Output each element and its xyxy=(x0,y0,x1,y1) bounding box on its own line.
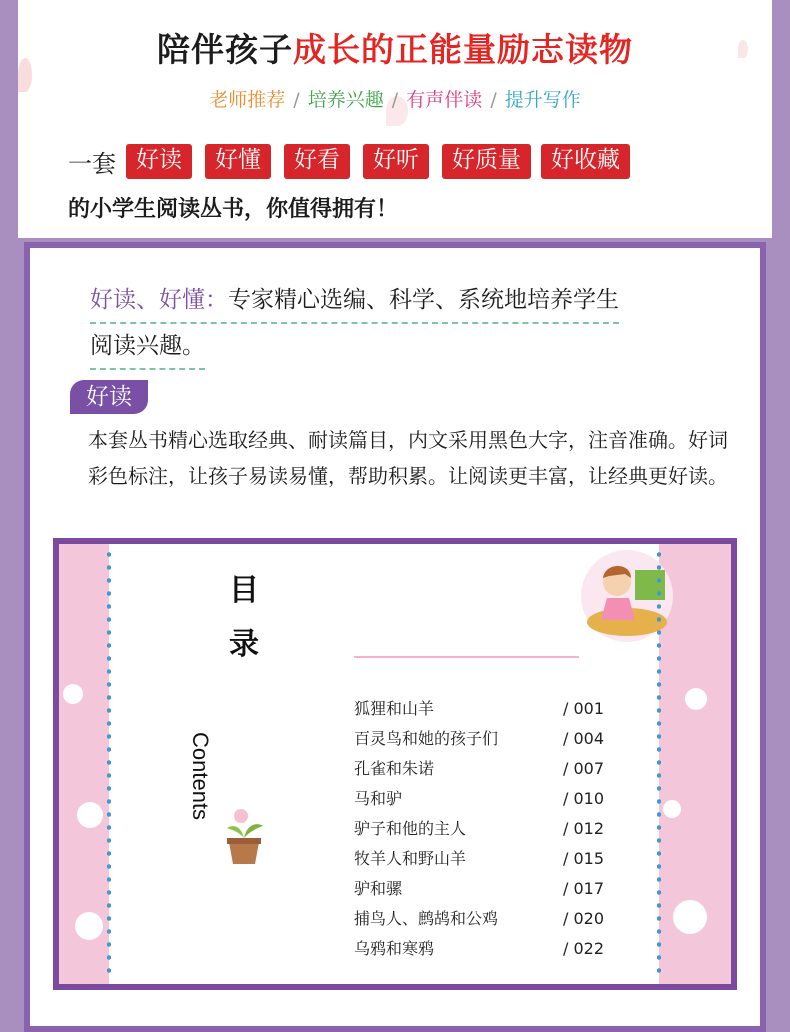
bubble-decoration xyxy=(77,802,103,828)
intro-line-2: 阅读兴趣。 xyxy=(90,324,205,370)
feature-tag: 好懂 xyxy=(205,144,271,179)
bubble-decoration xyxy=(75,912,103,940)
subtitle-separator: / xyxy=(293,89,300,111)
bubble-decoration xyxy=(663,800,681,818)
toc-entry-page: / 007 xyxy=(562,759,604,778)
toc-entry xyxy=(354,724,604,754)
intro-line-1-text: 专家精心选编、科学、系统地培养学生 xyxy=(228,287,619,313)
toc-entry xyxy=(354,784,604,814)
section-badge: 好读 xyxy=(70,380,148,414)
tags-lead: 一套 xyxy=(68,150,116,178)
toc-entry xyxy=(354,754,604,784)
toc-divider xyxy=(354,656,579,658)
toc-entry-page: / 012 xyxy=(562,819,604,838)
section-description: 本套丛书精心选取经典、耐读篇目，内文采用黑色大字，注音准确。好词彩色标注，让孩子易读易懂，帮助积累。让阅读更丰富，让经典更好读。 xyxy=(88,428,728,488)
title-part-1: 陪伴孩子 xyxy=(157,30,293,69)
toc-list xyxy=(354,694,604,964)
subtitle-row xyxy=(0,85,790,112)
toc-entry-name: 孔雀和朱诺 xyxy=(354,759,435,778)
perforation-left xyxy=(107,548,111,980)
intro-highlight: 好读、好懂： xyxy=(90,287,228,313)
page-title xyxy=(0,24,790,71)
toc-entry xyxy=(354,934,604,964)
feature-tags xyxy=(68,144,630,179)
toc-entry-name: 驴和骡 xyxy=(354,879,403,898)
toc-title-en: Contents xyxy=(188,732,213,821)
toc-entry-name: 牧羊人和野山羊 xyxy=(354,849,467,868)
toc-page xyxy=(109,544,659,984)
toc-entry xyxy=(354,814,604,844)
feature-tag: 好质量 xyxy=(442,144,531,179)
content-frame xyxy=(24,242,766,1032)
toc-entry-page: / 017 xyxy=(562,879,604,898)
perforation-right xyxy=(657,548,661,980)
tags-tail: 的小学生阅读丛书，你值得拥有！ xyxy=(68,197,399,222)
toc-entry xyxy=(354,844,604,874)
bubble-decoration xyxy=(673,900,707,934)
toc-entry-page: / 004 xyxy=(562,729,604,748)
toc-entry-page: / 022 xyxy=(562,939,604,958)
toc-entry xyxy=(354,874,604,904)
toc-entry-name: 驴子和他的主人 xyxy=(354,819,467,838)
toc-entry-page: / 015 xyxy=(562,849,604,868)
toc-title-char: 录 xyxy=(229,627,259,662)
bubble-decoration xyxy=(63,684,83,704)
toc-entry-name: 狐狸和山羊 xyxy=(354,699,435,718)
toc-entry-name: 乌鸦和寒鸦 xyxy=(354,939,435,958)
toc-entry-name: 捕鸟人、鹧鸪和公鸡 xyxy=(354,909,499,928)
toc-entry-page: / 001 xyxy=(562,699,604,718)
intro-line-1 xyxy=(90,278,619,324)
toc-entry-page: / 010 xyxy=(562,789,604,808)
feature-tag: 好读 xyxy=(126,144,192,179)
book-preview xyxy=(53,538,737,990)
feature-tag: 好看 xyxy=(284,144,350,179)
toc-entry-name: 百灵鸟和她的孩子们 xyxy=(354,729,499,748)
subtitle-item: 老师推荐 xyxy=(209,89,286,111)
bubble-decoration xyxy=(685,688,707,710)
toc-entry xyxy=(354,694,604,724)
subtitle-item: 培养兴趣 xyxy=(307,89,384,111)
toc-title xyxy=(229,564,259,672)
flowerpot-icon xyxy=(219,806,269,866)
toc-entry xyxy=(354,904,604,934)
intro-text xyxy=(90,278,714,370)
toc-entry-name: 马和驴 xyxy=(354,789,403,808)
title-part-2: 成长的正能量励志读物 xyxy=(293,30,633,69)
subtitle-item: 提升写作 xyxy=(504,89,581,111)
subtitle-separator: / xyxy=(391,89,399,111)
subtitle-separator: / xyxy=(490,89,497,111)
toc-title-char: 目 xyxy=(229,573,259,608)
subtitle-item: 有声伴读 xyxy=(406,89,483,111)
feature-tag: 好听 xyxy=(363,144,429,179)
feature-tag: 好收藏 xyxy=(541,144,630,179)
toc-entry-page: / 020 xyxy=(562,909,604,928)
